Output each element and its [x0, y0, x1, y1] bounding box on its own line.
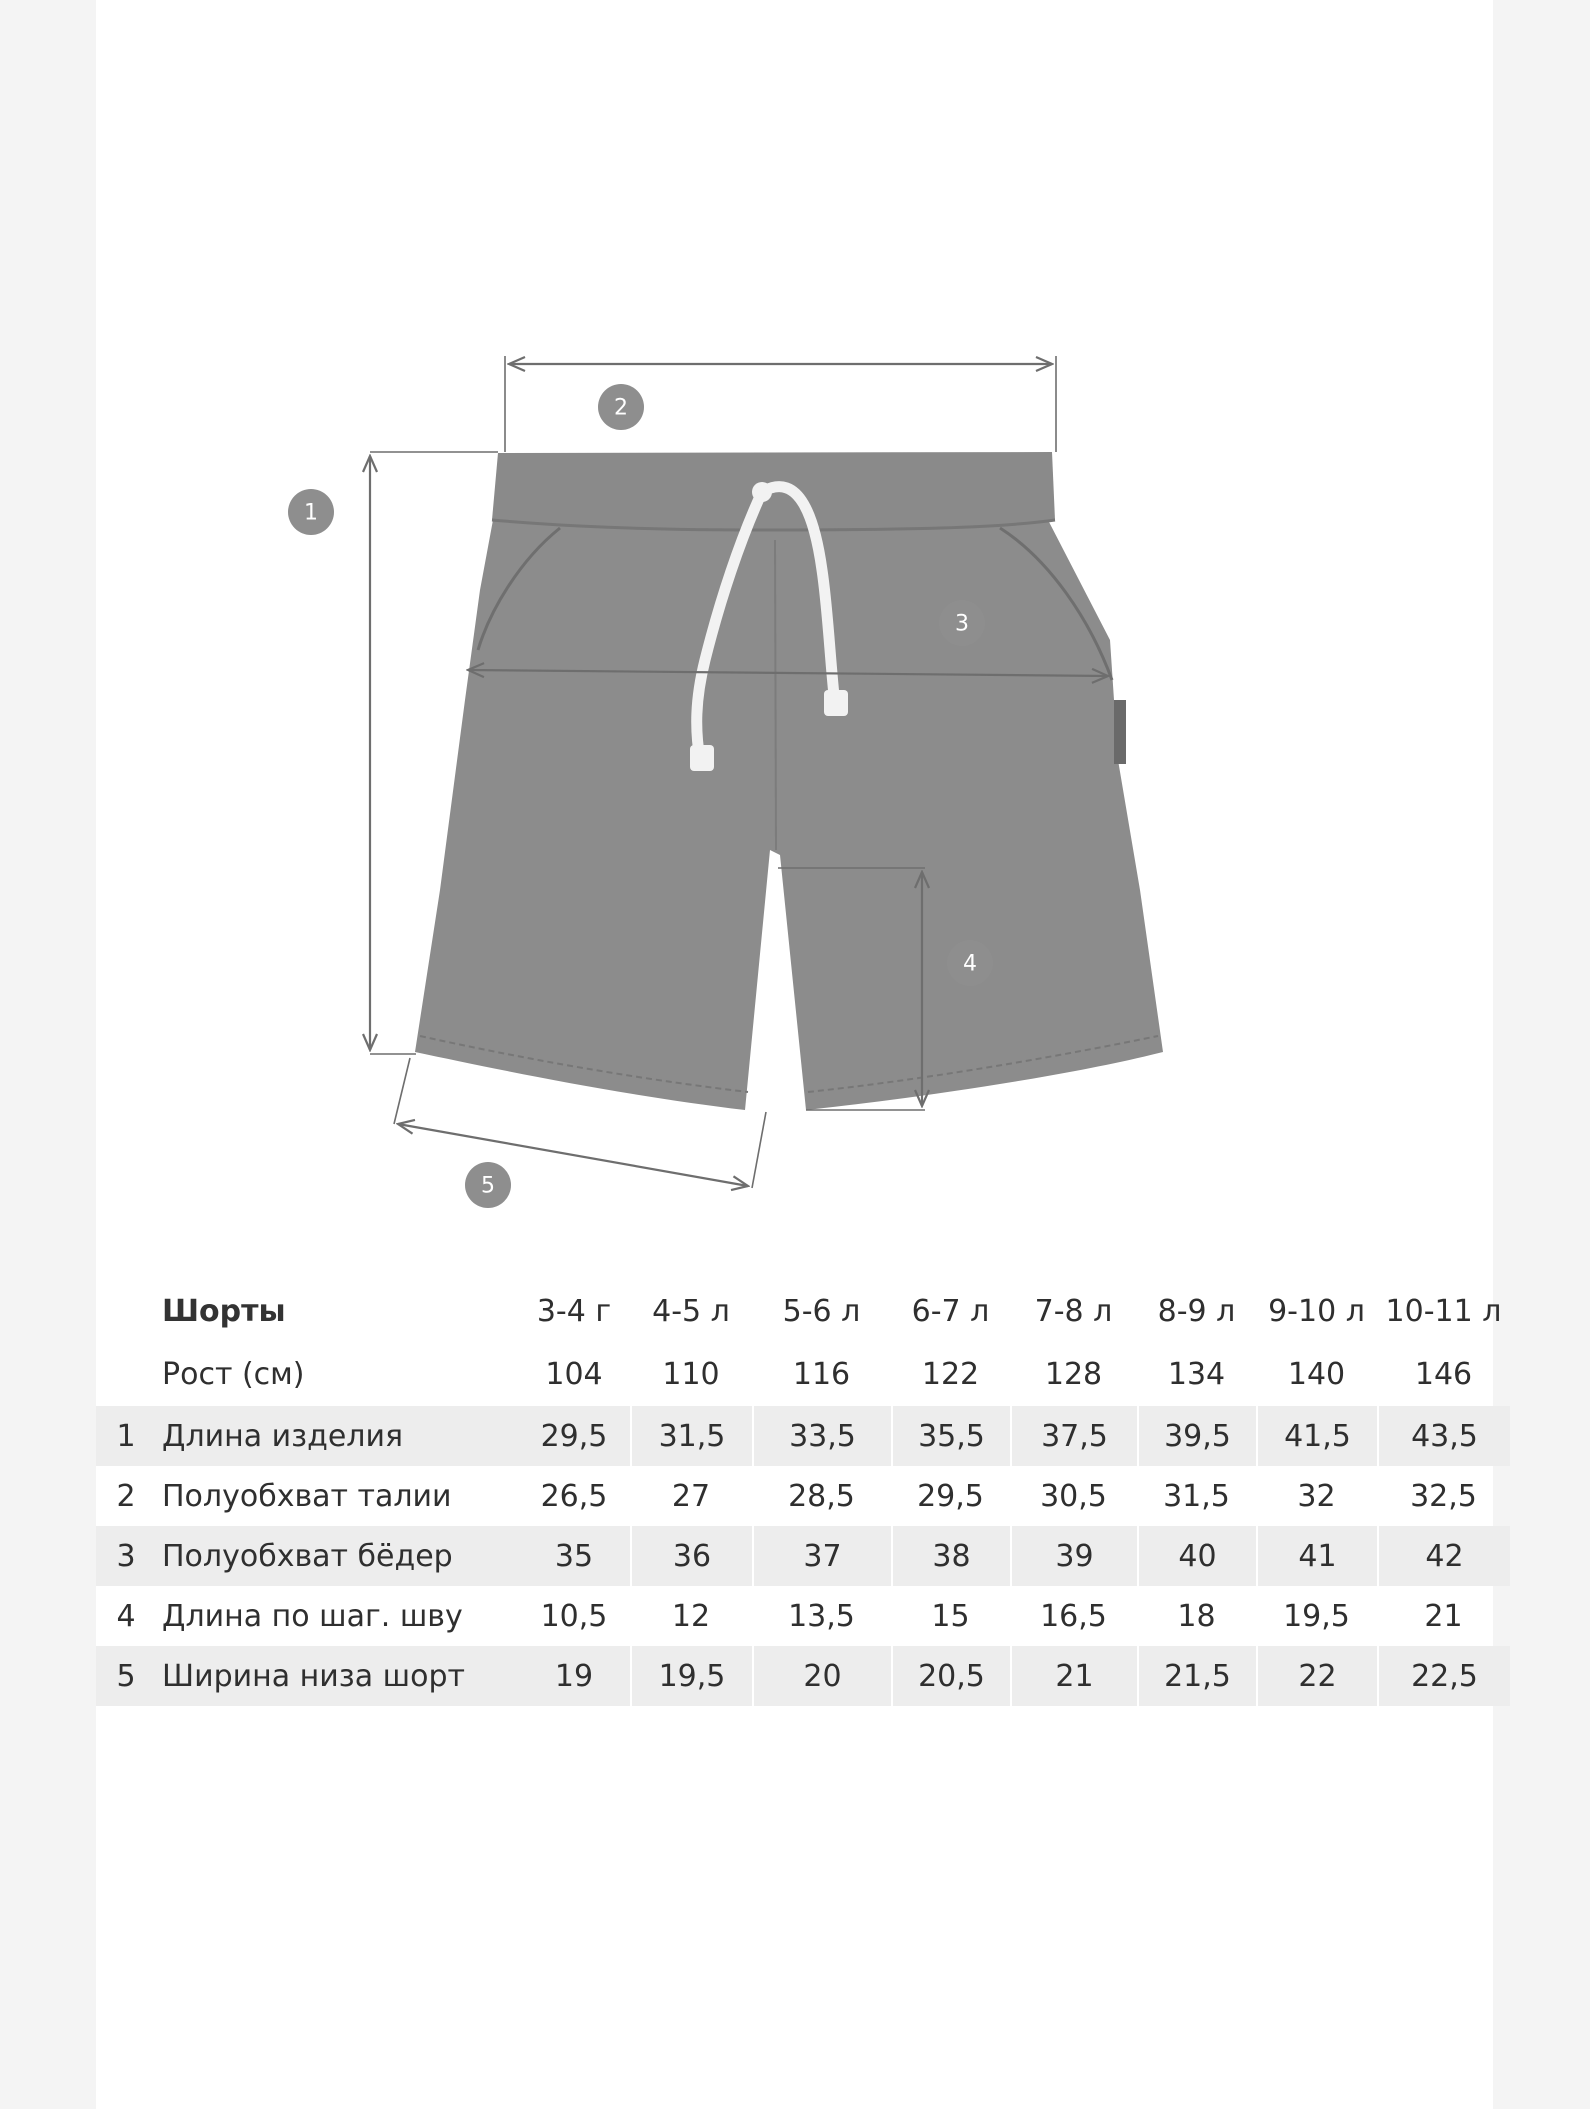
row-number: 2	[116, 1478, 136, 1514]
row-label: Длина изделия	[156, 1406, 518, 1466]
shorts-body	[415, 520, 1163, 1110]
size-header-cell: 4-5 л	[652, 1293, 730, 1329]
table-cell: 10,5	[540, 1598, 608, 1634]
height-cell: 128	[1044, 1356, 1103, 1392]
height-cell: 116	[792, 1356, 851, 1392]
size-header-cell: 6-7 л	[911, 1293, 990, 1329]
size-header-cell: 3-4 г	[536, 1293, 612, 1329]
height-cell: 146	[1414, 1356, 1473, 1392]
badge-2	[598, 384, 644, 430]
table-row	[96, 1466, 1510, 1526]
table-cell: 20,5	[891, 1646, 1010, 1706]
table-cell: 16,5	[1040, 1598, 1107, 1634]
row-number: 3	[96, 1526, 156, 1586]
table-cell: 21,5	[1137, 1646, 1256, 1706]
size-header-cell: 8-9 л	[1157, 1293, 1236, 1329]
table-cell: 37,5	[1010, 1406, 1137, 1466]
table-row	[96, 1586, 1510, 1646]
table-cell: 41,5	[1256, 1406, 1377, 1466]
row-label: Ширина низа шорт	[156, 1646, 518, 1706]
table-row	[96, 1406, 1510, 1466]
size-header-cell: 5-6 л	[782, 1293, 861, 1329]
height-cell: 140	[1287, 1356, 1346, 1392]
row-label: Полуобхват талии	[162, 1478, 452, 1514]
table-cell: 33,5	[752, 1406, 891, 1466]
height-cell: 134	[1167, 1356, 1226, 1392]
row-label: Полуобхват бёдер	[156, 1526, 518, 1586]
table-cell: 43,5	[1377, 1406, 1510, 1466]
table-cell: 12	[671, 1598, 711, 1634]
table-cell: 29,5	[917, 1478, 984, 1514]
badge-4	[947, 940, 993, 986]
table-title: Шорты	[162, 1293, 286, 1329]
table-cell: 31,5	[1163, 1478, 1230, 1514]
table-cell: 21	[1010, 1646, 1137, 1706]
height-cell: 104	[545, 1356, 603, 1392]
table-cell: 40	[1137, 1526, 1256, 1586]
table-cell: 19,5	[630, 1646, 752, 1706]
svg-text:1: 1	[304, 500, 318, 526]
badge-3	[939, 600, 985, 646]
table-cell: 32,5	[1410, 1478, 1477, 1514]
size-header-cell: 7-8 л	[1034, 1293, 1113, 1329]
table-cell: 27	[671, 1478, 711, 1514]
table-cell: 36	[630, 1526, 752, 1586]
row-number: 1	[96, 1406, 156, 1466]
table-cell: 15	[931, 1598, 970, 1634]
table-cell: 18	[1177, 1598, 1216, 1634]
table-cell: 32	[1297, 1478, 1336, 1514]
svg-text:5: 5	[481, 1173, 495, 1199]
table-cell: 22,5	[1377, 1646, 1510, 1706]
size-header-cell: 9-10 л	[1268, 1293, 1365, 1329]
size-header-row	[96, 1280, 1510, 1342]
table-cell: 20	[752, 1646, 891, 1706]
height-label: Рост (см)	[162, 1356, 305, 1392]
table-cell: 19	[518, 1646, 630, 1706]
shorts-illustration	[415, 452, 1163, 1110]
row-number: 5	[96, 1646, 156, 1706]
side-label-tag	[1114, 700, 1126, 764]
table-cell: 31,5	[630, 1406, 752, 1466]
table-cell: 28,5	[788, 1478, 855, 1514]
table-cell: 35,5	[891, 1406, 1010, 1466]
row-label: Длина по шаг. шву	[162, 1598, 463, 1634]
row-number: 4	[116, 1598, 136, 1634]
table-cell: 35	[518, 1526, 630, 1586]
table-cell: 19,5	[1283, 1598, 1350, 1634]
table-cell: 39,5	[1137, 1406, 1256, 1466]
table-cell: 22	[1256, 1646, 1377, 1706]
height-row	[96, 1342, 1510, 1406]
table-cell: 37	[752, 1526, 891, 1586]
table-cell: 39	[1010, 1526, 1137, 1586]
table-cell: 21	[1424, 1598, 1463, 1634]
table-row	[96, 1526, 1510, 1586]
table-cell: 13,5	[788, 1598, 855, 1634]
table-cell: 38	[891, 1526, 1010, 1586]
height-cell: 122	[921, 1356, 980, 1392]
table-cell: 30,5	[1040, 1478, 1107, 1514]
table-cell: 26,5	[540, 1478, 608, 1514]
table-row	[96, 1646, 1510, 1706]
badge-1	[288, 489, 334, 535]
svg-text:4: 4	[963, 951, 977, 977]
table-cell: 42	[1377, 1526, 1510, 1586]
size-chart-table	[96, 1280, 1510, 1706]
svg-text:2: 2	[614, 395, 628, 421]
leg-opening-arrow	[398, 1124, 748, 1186]
table-cell: 29,5	[518, 1406, 630, 1466]
table-cell: 41	[1256, 1526, 1377, 1586]
badge-5	[465, 1162, 511, 1208]
height-cell: 110	[662, 1356, 720, 1392]
size-header-cell: 10-11 л	[1385, 1293, 1502, 1329]
svg-text:3: 3	[955, 611, 969, 637]
